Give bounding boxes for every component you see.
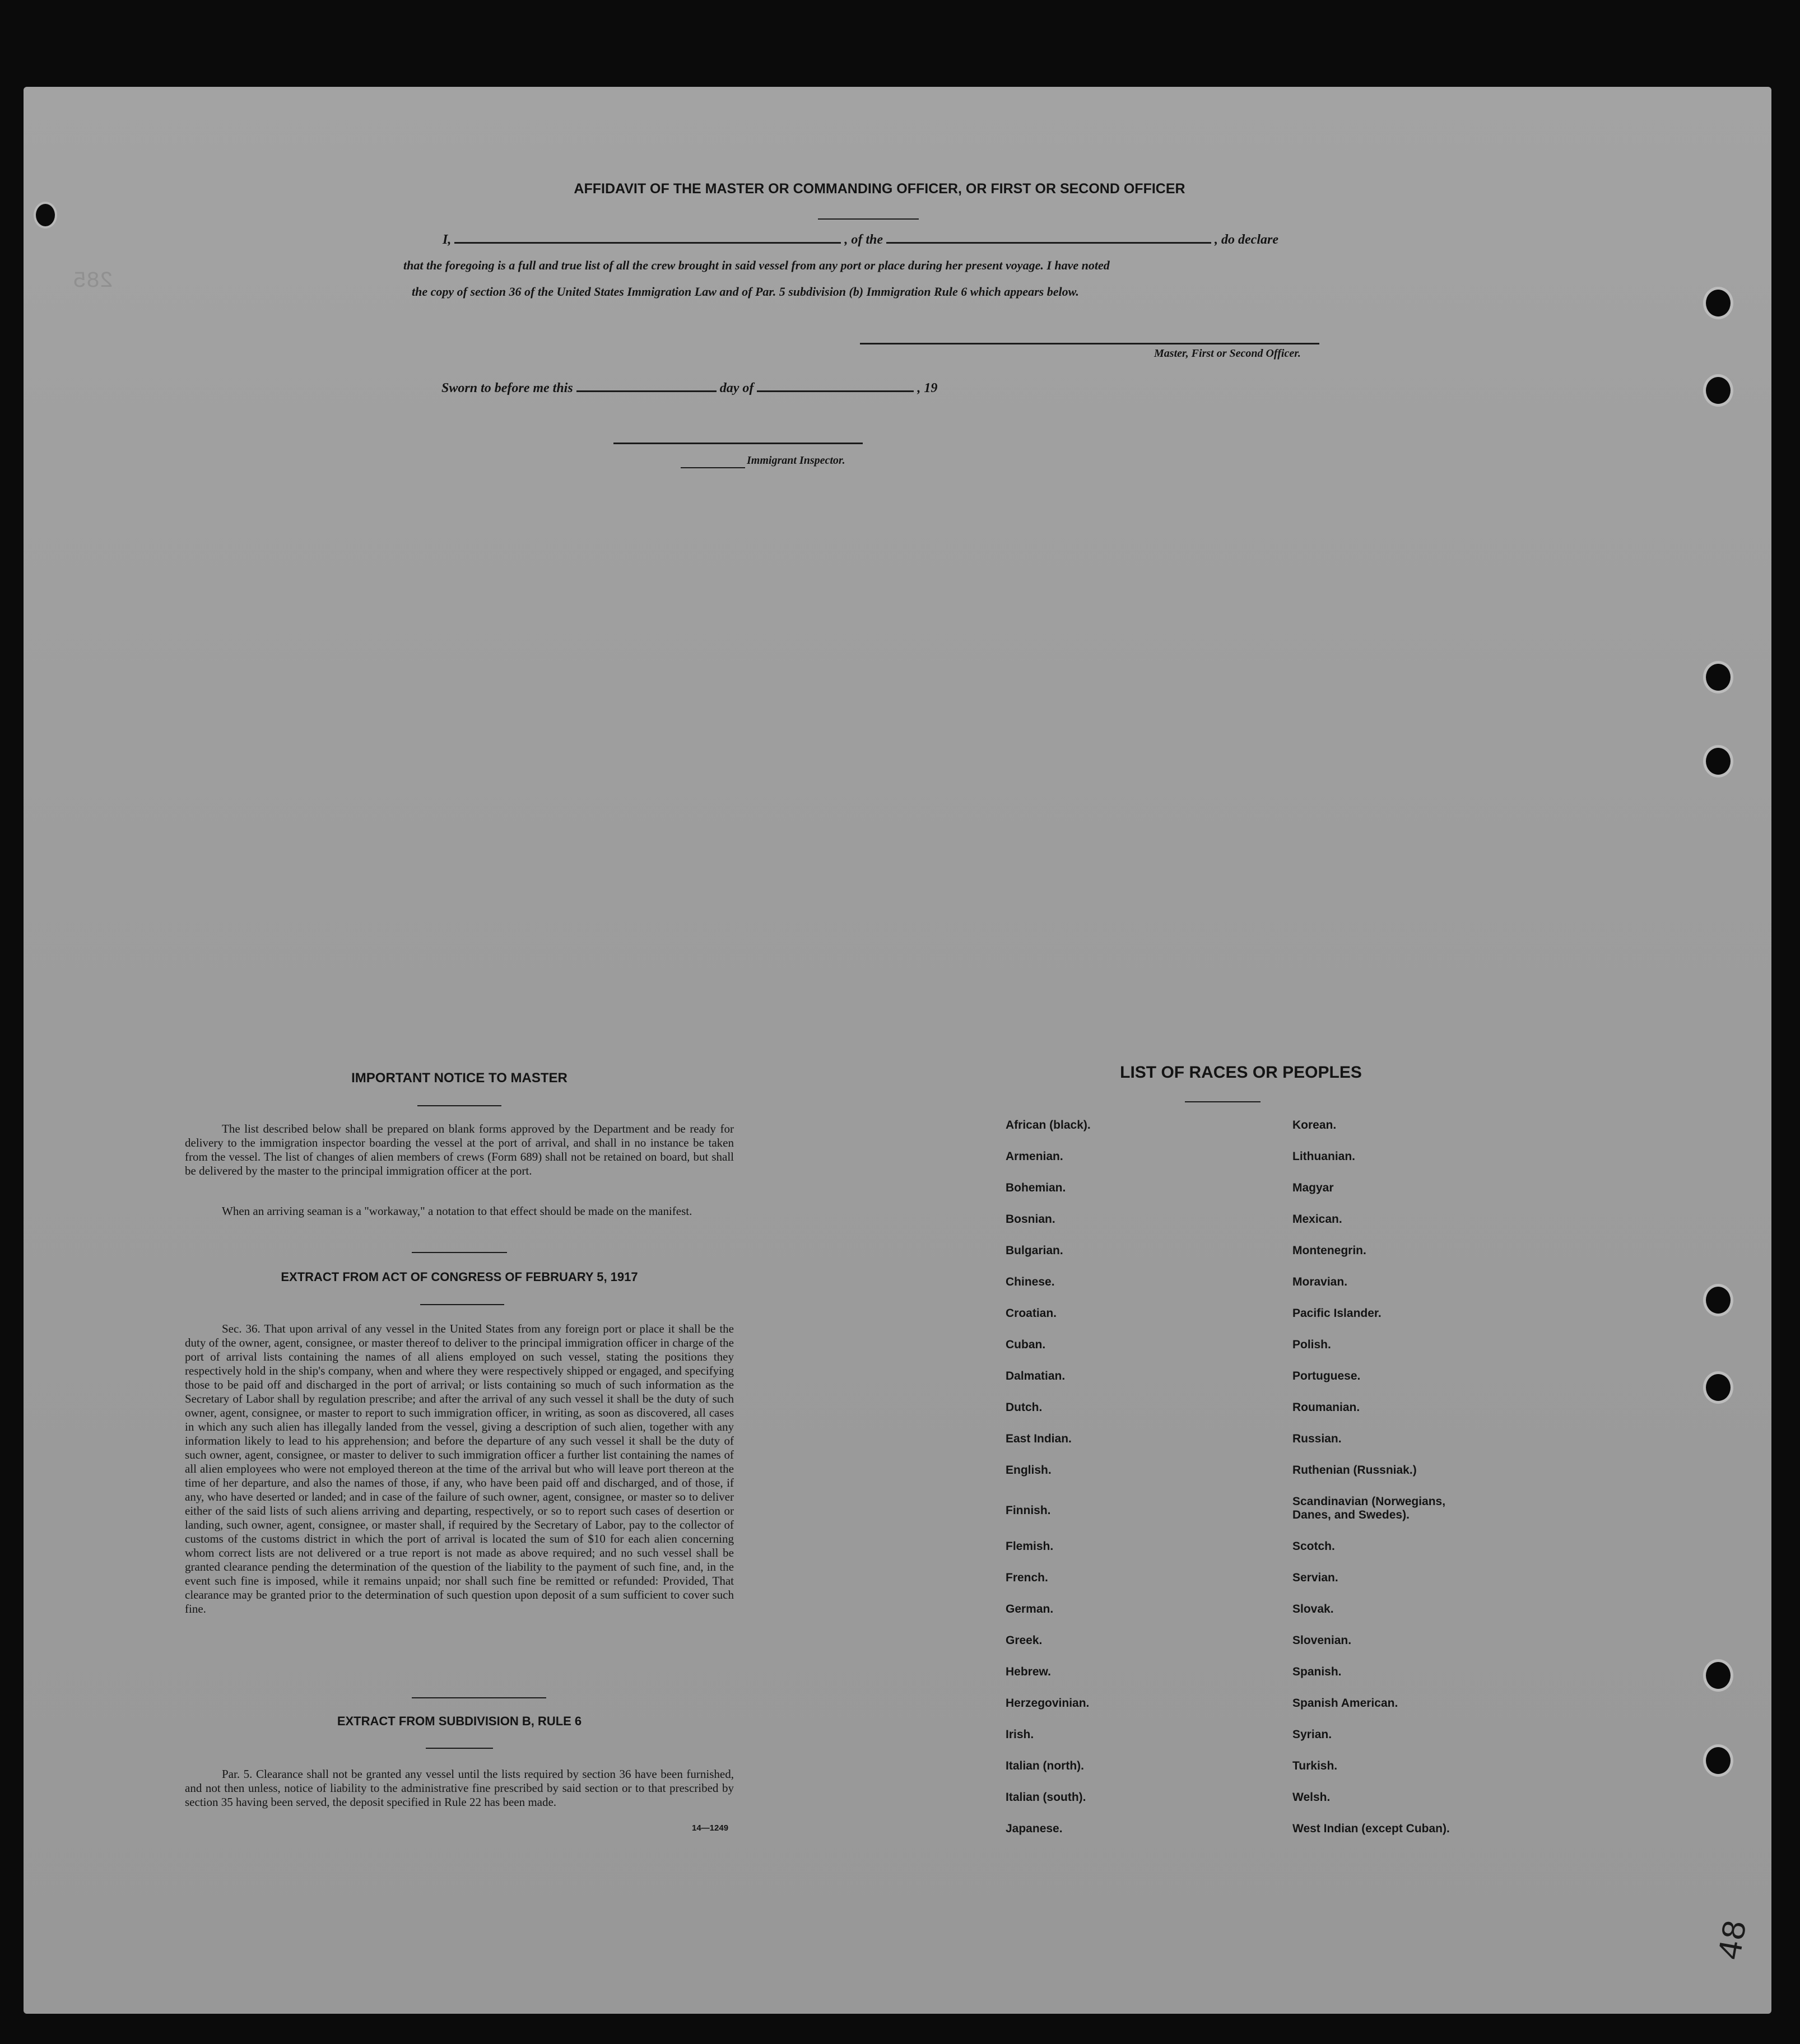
affidavit-title: AFFIDAVIT OF THE MASTER OR COMMANDING OFFICER, OR FIRST OR SECOND OFFICER (574, 181, 1185, 197)
race-item: Bosnian. (1006, 1213, 1055, 1226)
races-column-2 (1292, 1119, 1517, 1854)
sworn-label: Sworn to before me this (441, 381, 573, 395)
declarant-name-field[interactable] (454, 242, 841, 244)
punch-hole (1703, 1659, 1733, 1692)
race-item: English. (1006, 1464, 1052, 1477)
punch-hole (1703, 745, 1733, 777)
affidavit-line3: the copy of section 36 of the United States Immigration Law and of Par. 5 subdivision (b) Immigration Rule 6 which appears below. (412, 285, 1079, 299)
race-item: Polish. (1292, 1338, 1331, 1351)
race-item: Moravian. (1292, 1275, 1348, 1288)
signature-line[interactable] (860, 343, 1319, 344)
race-item: Turkish. (1292, 1759, 1338, 1772)
race-item: Pacific Islander. (1292, 1307, 1382, 1320)
race-item: East Indian. (1006, 1432, 1072, 1445)
divider (412, 1252, 507, 1253)
race-item: Flemish. (1006, 1540, 1054, 1553)
declarant-prefix: I, (443, 232, 452, 247)
rule-extract-text: Par. 5. Clearance shall not be granted any vessel until the lists required by section 36 have been furnished, and not then unless, notice of liability to the administrative fine prescribed by said section or to that prescribed by section 35 having been served, the deposit specified in Rule 22 has been made. (185, 1767, 734, 1809)
margin-number: 285 (73, 269, 114, 294)
race-item: Mexican. (1292, 1213, 1342, 1226)
punch-hole (1703, 1371, 1733, 1404)
race-item: Ruthenian (Russniak.) (1292, 1464, 1417, 1477)
vessel-name-field[interactable] (886, 242, 1211, 244)
race-item: Greek. (1006, 1634, 1043, 1647)
race-item: Bulgarian. (1006, 1244, 1063, 1257)
signature-label: Master, First or Second Officer. (1154, 347, 1301, 360)
margin-handwriting: 48 (1712, 1917, 1757, 1964)
punch-hole (1703, 1744, 1733, 1777)
affidavit-line1 (443, 232, 1350, 248)
race-item: Portuguese. (1292, 1370, 1361, 1382)
day-of-label: day of (719, 381, 754, 395)
race-item: Irish. (1006, 1728, 1034, 1741)
race-item: Servian. (1292, 1571, 1338, 1584)
race-item: Armenian. (1006, 1150, 1063, 1163)
divider (818, 218, 919, 220)
sworn-line (441, 381, 1058, 396)
race-item: Syrian. (1292, 1728, 1332, 1741)
races-title: LIST OF RACES OR PEOPLES (1120, 1063, 1362, 1082)
race-item: Russian. (1292, 1432, 1342, 1445)
race-item: African (black). (1006, 1119, 1091, 1132)
divider (417, 1105, 501, 1106)
race-item: West Indian (except Cuban). (1292, 1822, 1450, 1835)
race-item: Welsh. (1292, 1791, 1331, 1804)
punch-hole (1703, 661, 1733, 693)
divider (1185, 1101, 1261, 1102)
race-item: Spanish. (1292, 1665, 1342, 1678)
race-item: Bohemian. (1006, 1181, 1066, 1194)
race-item: Slovenian. (1292, 1634, 1352, 1647)
race-item: Roumanian. (1292, 1401, 1360, 1414)
race-item: Croatian. (1006, 1307, 1057, 1320)
race-item: Scotch. (1292, 1540, 1335, 1553)
divider (412, 1697, 546, 1698)
race-item: Lithuanian. (1292, 1150, 1355, 1163)
notice-paragraph-2: When an arriving seaman is a "workaway," a notation to that effect should be made on the manifest. (222, 1204, 692, 1218)
race-item: Japanese. (1006, 1822, 1063, 1835)
race-item: Magyar (1292, 1181, 1334, 1194)
punch-hole (1703, 287, 1733, 319)
act-extract-text: Sec. 36. That upon arrival of any vessel in the United States from any foreign port or place it shall be the duty of the owner, agent, consignee, or master thereof to deliver to the principal immigration officer in charge of the port of arrival lists containing the names of all aliens employed on such vessel, stating the positions they respectively hold in the ship's company, when and where they were respectively shipped or engaged, and specifying those to be paid off and discharged in the port of arrival; or lists containing so much of such information as the Secretary of Labor shall by regulation prescribe; and after the arrival of any such vessel it shall be the duty of such owner, agent, consignee, or master to report to such immigration officer, in writing, as soon as discovered, all cases in which any such alien has illegally landed from the vessel, giving a description of such alien, together with any information likely to lead to his apprehension; and before the departure of any such vessel it shall be the duty of such owner, agent, consignee, or master to deliver to such immigration officer a further list containing the names of all alien employees who were not employed thereon at the time of the arrival but who will leave port thereon at the time of her departure, and also the names of those, if any, who have been paid off and discharged, and of those, if any, who have deserted or landed; and in case of the failure of such owner, agent, consignee, or master so to deliver either of the said lists of such aliens arriving and departing, respectively, or so to report such cases of desertion or landing, such owner, agent, consignee, or master shall, if required by the Secretary of Labor, pay to the collector of customs of the customs district in which the port of arrival is located the sum of $10 for each alien concerning whom correct lists are not delivered or a true report is not made as above required; and no such vessel shall be granted clearance pending the determination of the question of the liability to the payment of such fine, and, in the event such fine is imposed, while it remains unpaid; nor shall such fine be remitted or refunded: Provided, That clearance may be granted prior to the determination of such question upon deposit of a sum sufficient to cover such fine. (185, 1322, 734, 1615)
race-item: Cuban. (1006, 1338, 1046, 1351)
year-prefix: , 19 (917, 381, 938, 395)
punch-hole (1703, 1284, 1733, 1316)
race-item: Finnish. (1006, 1504, 1051, 1517)
race-item: Korean. (1292, 1119, 1337, 1132)
races-column-1 (1006, 1119, 1241, 1854)
rule-extract-title: EXTRACT FROM SUBDIVISION B, RULE 6 (337, 1714, 582, 1728)
inspector-short-line (681, 467, 745, 468)
of-the-label: , of the (844, 232, 883, 247)
race-item: French. (1006, 1571, 1048, 1584)
form-number: 14—1249 (692, 1823, 729, 1833)
race-item: Herzegovinian. (1006, 1697, 1090, 1710)
race-item: Italian (south). (1006, 1791, 1086, 1804)
race-item: Hebrew. (1006, 1665, 1051, 1678)
inspector-signature-line[interactable] (613, 443, 863, 444)
binder-tab (34, 202, 57, 229)
sworn-month-field[interactable] (757, 390, 914, 392)
race-item: Scandinavian (Norwegians, Danes, and Swedes). (1292, 1495, 1446, 1521)
race-item: Italian (north). (1006, 1759, 1084, 1772)
notice-paragraph-1: The list described below shall be prepared on blank forms approved by the Department and be ready for delivery to the immigration inspector boarding the vessel at the port of arrival, and shall in no instance be taken from the vessel. The list of changes of alien members of crews (Form 689) shall not be retained on board, but shall be delivered by the master to the principal immigration officer at the port. (185, 1122, 734, 1177)
act-extract-title: EXTRACT FROM ACT OF CONGRESS OF FEBRUARY 5, 1917 (281, 1270, 638, 1284)
race-item: Chinese. (1006, 1275, 1055, 1288)
divider (420, 1304, 504, 1305)
race-item: Montenegrin. (1292, 1244, 1366, 1257)
race-item: Dutch. (1006, 1401, 1043, 1414)
race-item: German. (1006, 1603, 1054, 1615)
declare-label: , do declare (1215, 232, 1278, 247)
race-item: Dalmatian. (1006, 1370, 1066, 1382)
race-item: Spanish American. (1292, 1697, 1398, 1710)
affidavit-line2: that the foregoing is a full and true list of all the crew brought in said vessel from any port or place during her present voyage. I have noted (403, 258, 1110, 272)
punch-hole (1703, 374, 1733, 407)
notice-title: IMPORTANT NOTICE TO MASTER (351, 1070, 568, 1086)
divider (426, 1748, 493, 1749)
inspector-label: Immigrant Inspector. (747, 454, 845, 467)
sworn-day-field[interactable] (576, 390, 717, 392)
race-item: Slovak. (1292, 1603, 1334, 1615)
